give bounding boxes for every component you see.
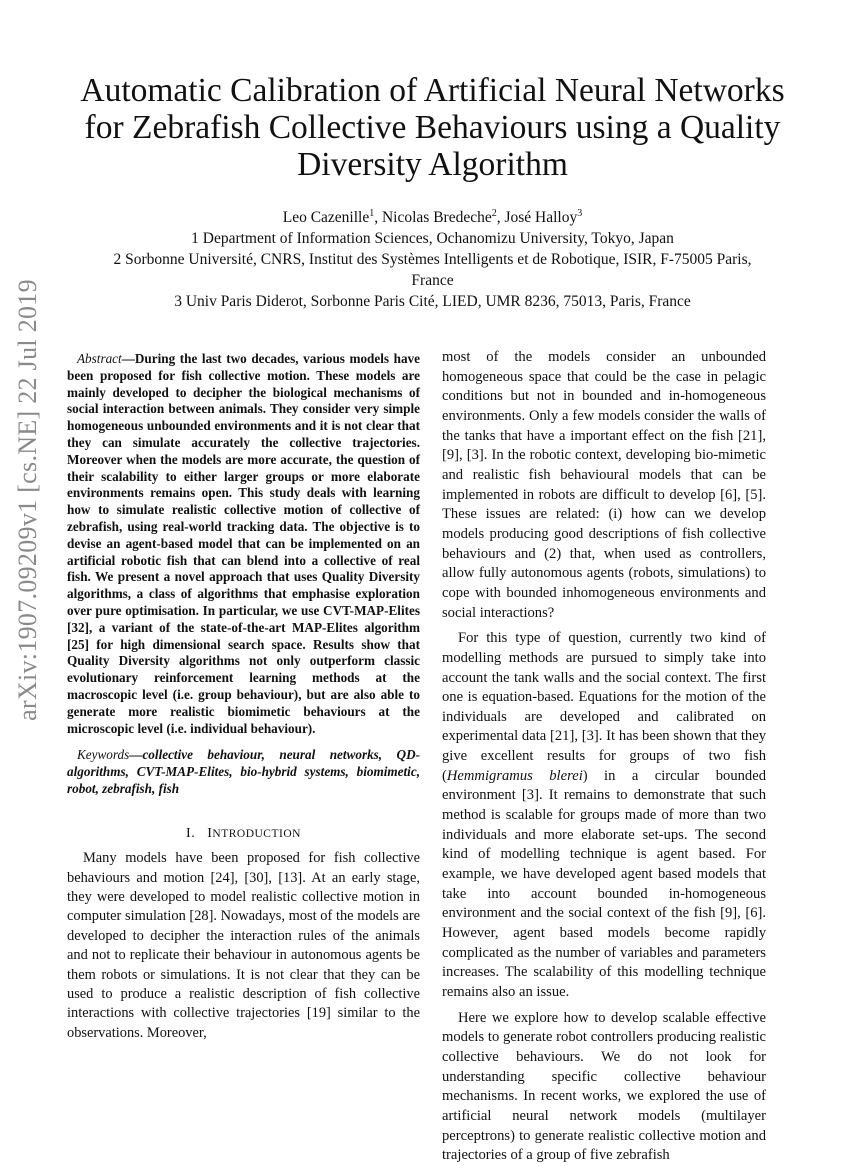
species-name: Hemmigramus blerei: [446, 767, 583, 784]
keywords-text: —collective behaviour, neural networks, QD-algorithms, CVT-MAP-Elites, bio-hybrid systems, biomimetic, robot, zebrafish, fish: [67, 747, 420, 796]
section-title-rest: NTRODUCTION: [212, 827, 301, 840]
title-line-2: for Zebrafish Collective Behaviours using a Quality: [84, 109, 781, 146]
section-title-initial: I: [207, 825, 213, 841]
author-name-1: Leo Cazenille: [282, 209, 370, 227]
author-block: [60, 203, 805, 312]
intro-paragraph-2: For this type of question, currently two kind of modelling methods are pursued to simply take into account the tank walls and the social context. The first one is equation-based. Equations for the motion of the individuals are developed and calibrated on experimental data [21], [3]. It has been shown that they give excellent results for groups of two fish (Hemmigramus blerei) in a circular bounded environment [3]. It remains to demonstrate that such method is scalable for groups made of more than two individuals and more elaborate set-ups. The second kind of modelling technique is agent based. For example, we have developed agent based models that take into account bounded in-homogeneous environment and the social context of the fish [9], [6]. However, agent based models become rapidly complicated as the number of variables and parameters increases. The scalability of this modelling technique remains also an issue.: [442, 630, 766, 1000]
title-line-3: Diversity Algorithm: [297, 146, 568, 183]
author-affil-2: 2: [491, 208, 497, 219]
affiliation-3: 3 Univ Paris Diderot, Sorbonne Paris Cité, LIED, UMR 8236, 75013, Paris, France: [174, 293, 691, 311]
intro-paragraph-1: Many models have been proposed for fish collective behaviours and motion [24], [30], [13]. At an early stage, they were developed to model realistic collective motion in computer simulation [28]. Nowadays, most of the models are developed to decipher the interaction rules of the animals and not to replicate their behaviour in autonomous agents be them robots or simulations. It is not clear that they can be used to produce a realistic description of fish collective interactions with collective trajectories [19] similar to the observations. Moreover,: [67, 850, 420, 1041]
affiliation-2-cont: France: [411, 272, 454, 290]
intro-paragraph-3: Here we explore how to develop scalable effective models to generate robot controllers producing realistic collective behaviours. We do not look for understanding specific collective behaviour mechanisms. In recent works, we explored the use of artificial neural network models (multilayer perceptrons) to generate realistic collective motion and trajectories of a group of five zebrafish: [442, 1009, 766, 1164]
abstract-text: —During the last two decades, various models have been proposed for fish collective motion. These models are mainly developed to decipher the biological mechanisms of social interaction between animals. They consider very simple homogeneous unbounded environments and it is not clear that they can simulate accurately the collective trajectories. Moreover when the models are more accurate, the question of their scalability to either larger groups or more elaborate environments remains open. This study deals with learning how to simulate realistic collective motion of collective of zebrafish, using real-world tracking data. The objective is to devise an agent-based model that can be implemented on an artificial robotic fish that can blend into a collective of real fish. We present a novel approach that uses Quality Diversity algorithms, a class of algorithms that emphasise exploration over pure optimisation. In particular, we use CVT-MAP-Elites [32], a variant of the state-of-the-art MAP-Elites algorithm [25] for high dimensional search space. Results show that Quality Diversity algorithms not only outperform classic evolutionary reinforcement learning methods at the macroscopic level (i.e. group behaviour), but are also able to generate more realistic biomimetic behaviours at the microscopic level (i.e. individual behaviour).: [67, 351, 420, 736]
arxiv-identifier-stamp: [6, 279, 50, 721]
abstract: [67, 351, 420, 737]
section-heading-introduction: [67, 824, 420, 844]
right-column: [442, 348, 766, 1166]
title-line-1: Automatic Calibration of Artificial Neural Networks: [80, 72, 785, 109]
affiliation-1: 1 Department of Information Sciences, Ochanomizu University, Tokyo, Japan: [191, 230, 674, 248]
left-column: [67, 351, 420, 1043]
intro-paragraph-continued: most of the models consider an unbounded homogeneous space that could be the case in pelagic conditions but not in bounded and in-homogeneous environments. Only a few models consider the walls of the tanks that have a important effect on the fish [21], [9], [3]. In the robotic context, developing bio-mimetic and realistic fish behavioural models that can be implemented in robots are difficult to develop [6], [5]. These issues are related: (i) how can we develop models producing good descriptions of fish collective behaviours and (2) that, when used as controllers, allow fully autonomous agents (robots, simulations) to cope with bounded inhomogeneous environments and social interactions?: [442, 349, 766, 621]
abstract-label: Abstract: [77, 351, 122, 366]
author-name-2: Nicolas Bredeche: [381, 209, 492, 227]
keywords: [67, 747, 420, 797]
author-name-3: José Halloy: [504, 209, 578, 227]
section-number: I.: [186, 825, 196, 841]
author-list: Leo Cazenille$^1$, Nicolas Bredeche$^2$, José Halloy$^3$: [282, 208, 583, 227]
arxiv-identifier-text: arXiv:1907.09209v1 [cs.NE] 22 Jul 2019: [13, 279, 43, 721]
author-affil-1: 1: [369, 208, 375, 219]
affiliation-2: 2 Sorbonne Université, CNRS, Institut des Systèmes Intelligents et de Robotique, ISIR, F-75005 Paris,: [113, 251, 752, 269]
author-affil-3: 3: [577, 208, 583, 219]
keywords-label: Keywords: [77, 747, 130, 763]
paper-title: [60, 72, 805, 183]
